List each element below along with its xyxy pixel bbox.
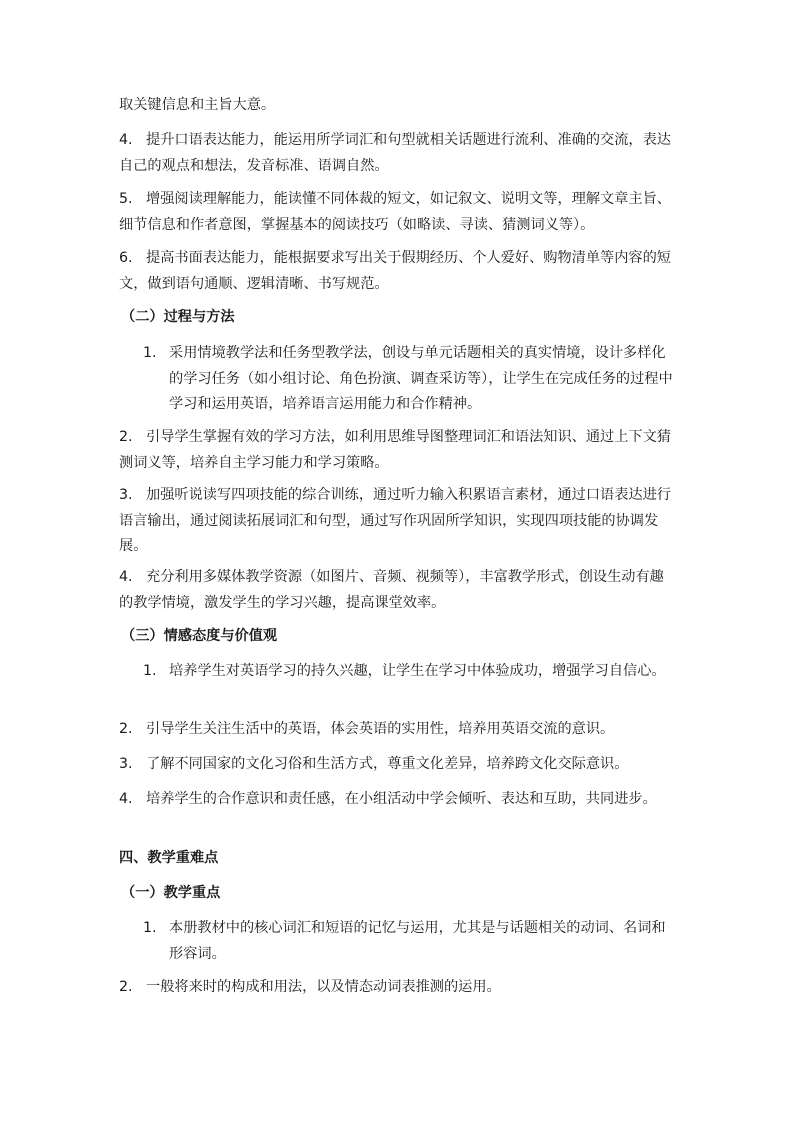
process-item-2 bbox=[119, 425, 675, 476]
attitude-item-1 bbox=[143, 659, 675, 685]
item-text: 增强阅读理解能力，能读懂不同体裁的短文，如记叙文、说明文等，理解文章主旨、细节信息和作者意图，掌握基本的阅读技巧（如略读、寻读、猜测词义等）。 bbox=[119, 191, 671, 233]
item-text: 培养学生对英语学习的持久兴趣，让学生在学习中体验成功，增强学习自信心。 bbox=[169, 663, 666, 679]
focus-item-1 bbox=[143, 916, 675, 967]
item-text: 采用情境教学法和任务型教学法，创设与单元话题相关的真实情境，设计多样化的学习任务（如小组讨论、角色扮演、调查采访等），让学生在完成任务的过程中学习和运用英语，培养语言运用能力和合作精神。 bbox=[169, 345, 673, 412]
item-number: 4. bbox=[119, 791, 133, 807]
item-text: 提高书面表达能力，能根据要求写出关于假期经历、个人爱好、购物清单等内容的短文，做到语句通顺、逻辑清晰、书写规范。 bbox=[119, 250, 671, 292]
item-text: 本册教材中的核心词汇和短语的记忆与运用，尤其是与话题相关的动词、名词和形容词。 bbox=[169, 920, 666, 962]
item-number: 2. bbox=[119, 721, 133, 737]
item-text: 引导学生关注生活中的英语，体会英语的实用性，培养用英语交流的意识。 bbox=[146, 721, 615, 737]
item-number: 4. bbox=[119, 132, 133, 148]
skill-item-4 bbox=[119, 128, 675, 179]
item-number: 3. bbox=[119, 487, 133, 503]
process-item-4 bbox=[119, 565, 675, 616]
skill-item-5 bbox=[119, 187, 675, 238]
item-text: 加强听说读写四项技能的综合训练，通过听力输入积累语言素材，通过口语表达进行语言输出，通过阅读拓展词汇和句型，通过写作巩固所学知识，实现四项技能的协调发展。 bbox=[119, 487, 671, 554]
item-number: 1. bbox=[143, 345, 157, 361]
focus-item-2 bbox=[119, 975, 675, 1001]
section-heading-attitudes-values: （三）情感态度与价值观 bbox=[121, 628, 278, 644]
item-number: 1. bbox=[143, 663, 157, 679]
item-text: 了解不同国家的文化习俗和生活方式，尊重文化差异，培养跨文化交际意识。 bbox=[146, 756, 629, 772]
item-number: 5. bbox=[119, 191, 133, 207]
section-heading-process-methods: （二）过程与方法 bbox=[121, 309, 235, 325]
attitude-item-4 bbox=[119, 787, 675, 813]
item-number: 2. bbox=[119, 429, 133, 445]
item-number: 3. bbox=[119, 756, 133, 772]
skill-item-6 bbox=[119, 246, 675, 297]
item-number: 6. bbox=[119, 250, 133, 266]
item-text: 培养学生的合作意识和责任感，在小组活动中学会倾听、表达和互助，共同进步。 bbox=[146, 791, 657, 807]
section-heading-teaching-focus: （一）教学重点 bbox=[121, 885, 221, 901]
item-text: 一般将来时的构成和用法，以及情态动词表推测的运用。 bbox=[146, 979, 501, 995]
item-text: 提升口语表达能力，能运用所学词汇和句型就相关话题进行流利、准确的交流，表达自己的观点和想法，发音标准、语调自然。 bbox=[119, 132, 671, 174]
item-number: 1. bbox=[143, 920, 157, 936]
item-text: 充分利用多媒体教学资源（如图片、音频、视频等），丰富教学形式，创设生动有趣的教学情境，激发学生的学习兴趣，提高课堂效率。 bbox=[119, 569, 664, 611]
item-text: 引导学生掌握有效的学习方法，如利用思维导图整理词汇和语法知识、通过上下文猜测词义等，培养自主学习能力和学习策略。 bbox=[119, 429, 671, 471]
process-item-1 bbox=[143, 341, 675, 418]
attitude-item-3 bbox=[119, 752, 675, 778]
section-heading-key-difficult-points: 四、教学重难点 bbox=[119, 850, 219, 866]
process-item-3 bbox=[119, 483, 675, 560]
continuation-text: 取关键信息和主旨大意。 bbox=[119, 97, 276, 113]
item-number: 2. bbox=[119, 979, 133, 995]
attitude-item-2 bbox=[119, 717, 675, 743]
item-number: 4. bbox=[119, 569, 133, 585]
